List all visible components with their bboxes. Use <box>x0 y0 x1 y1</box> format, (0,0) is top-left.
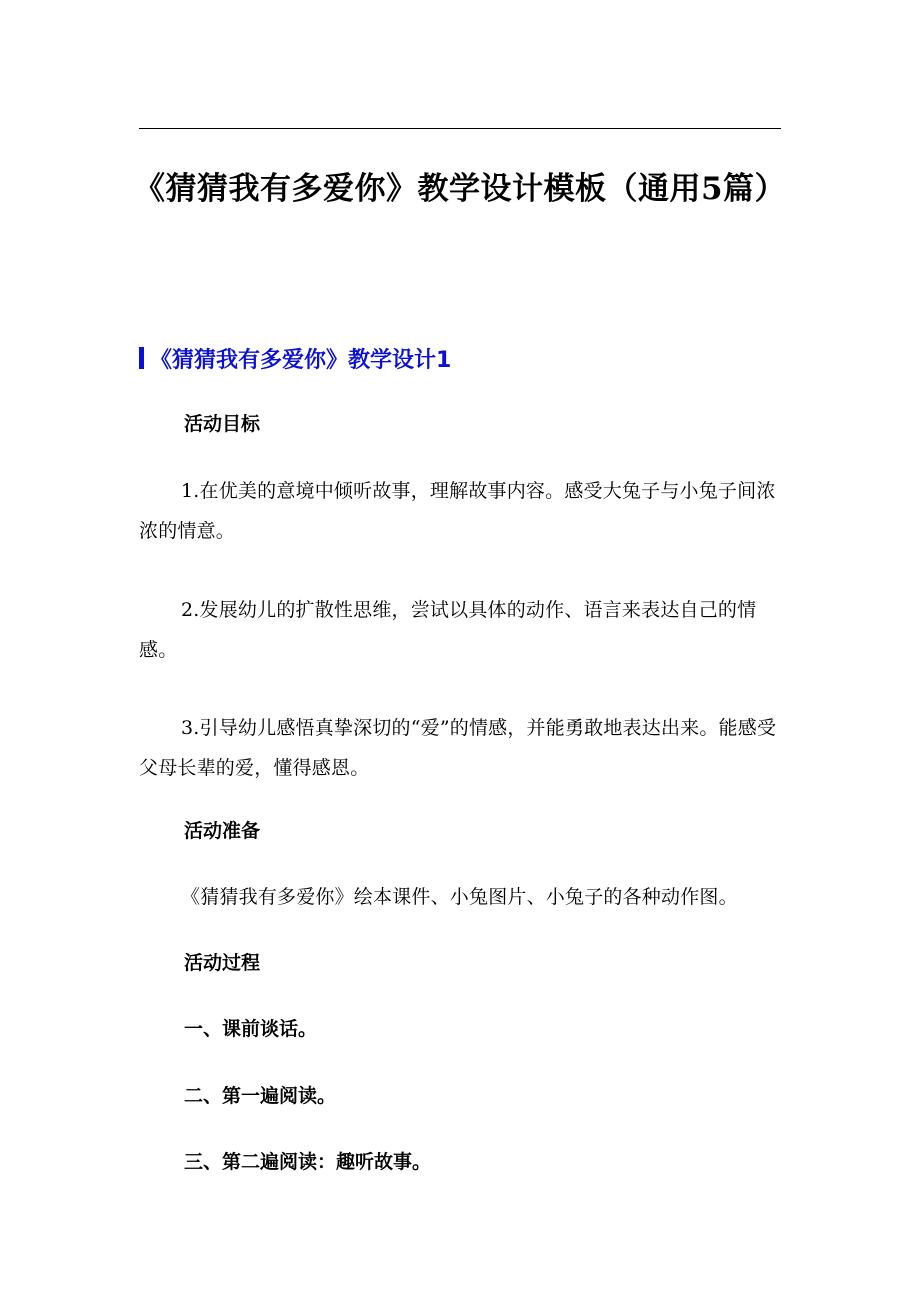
paragraph-preparation: 《猜猜我有多爱你》绘本课件、小兔图片、小兔子的各种动作图。 <box>181 886 738 908</box>
paragraph-goal-1: 1.在优美的意境中倾听故事，理解故事内容。感受大兔子与小兔子间浓浓的情意。 <box>139 480 776 542</box>
process-step-2: 二、第一遍阅读。 <box>184 1085 337 1107</box>
subhead-activity-preparation: 活动准备 <box>184 820 261 842</box>
process-step-1: 一、课前谈话。 <box>184 1018 318 1040</box>
subhead-activity-process: 活动过程 <box>184 952 261 974</box>
paragraph-goal-3: 3.引导幼儿感悟真挚深切的“爱”的情感，并能勇敢地表达出来。能感受父母长辈的爱，懂得感恩。 <box>139 717 777 779</box>
paragraph-goal-2: 2.发展幼儿的扩散性思维，尝试以具体的动作、语言来表达自己的情感。 <box>139 599 757 661</box>
section-heading <box>139 340 451 376</box>
document-title: 《猜猜我有多爱你》教学设计模板（通用5篇） <box>133 171 787 207</box>
heading-marker-icon <box>139 347 144 369</box>
header-rule <box>139 128 781 129</box>
subhead-activity-goals: 活动目标 <box>184 413 261 435</box>
section-heading-text: 《猜猜我有多爱你》教学设计1 <box>150 347 452 373</box>
process-step-3: 三、第二遍阅读：趣听故事。 <box>184 1151 432 1173</box>
